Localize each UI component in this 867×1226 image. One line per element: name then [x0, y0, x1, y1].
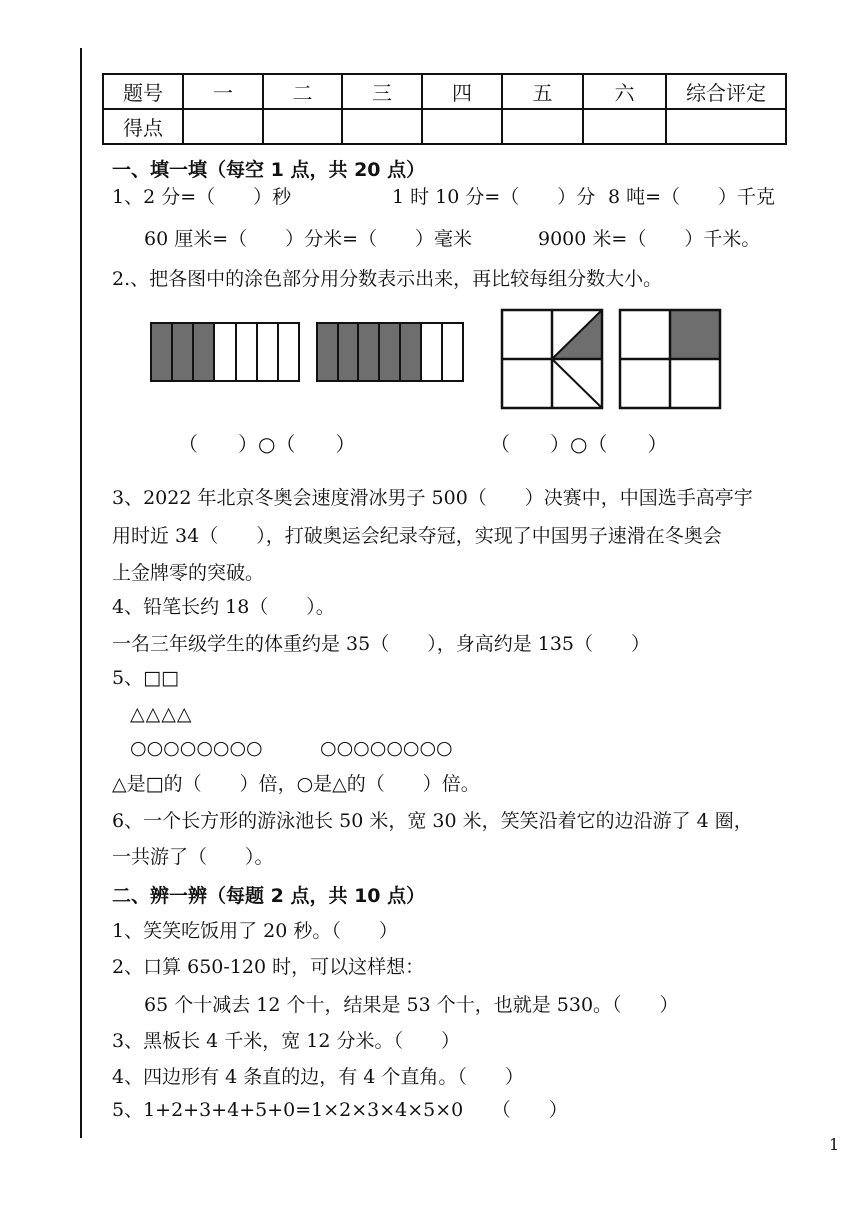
header-cell: 二 — [263, 74, 342, 109]
q5-circles-group-b: ○○○○○○○○ — [320, 737, 453, 759]
score-cell[interactable] — [502, 109, 583, 144]
judge-q1: 1、笑笑吃饭用了 20 秒。（ ） — [112, 920, 398, 942]
q1-item-kilograms: 8 吨=（ ）千克 — [608, 186, 776, 208]
q4-line2: 一名三年级学生的体重约是 35（ ），身高约是 135（ ） — [112, 633, 651, 655]
score-cell[interactable] — [342, 109, 422, 144]
fraction-bar-a — [150, 322, 302, 382]
binding-margin-line — [80, 48, 82, 1138]
q1-item-centimeters: 60 厘米=（ ）分米=（ ）毫米 — [144, 228, 473, 250]
section1-title: 一、填一填（每空 1 点，共 20 点） — [112, 159, 426, 181]
score-table — [102, 73, 787, 145]
score-table-score-row — [103, 109, 786, 144]
header-cell: 六 — [583, 74, 666, 109]
score-cell[interactable] — [263, 109, 342, 144]
q6-line2: 一共游了（ ）。 — [112, 846, 274, 868]
fraction-square-b — [618, 308, 722, 410]
header-cell: 综合评定 — [666, 74, 786, 109]
q5-circles-group-a: ○○○○○○○○ — [130, 737, 263, 759]
q4-line1: 4、铅笔长约 18（ ）。 — [112, 596, 335, 618]
judge-q2-line1: 2、口算 650-120 时，可以这样想： — [112, 956, 425, 978]
header-cell: 一 — [183, 74, 263, 109]
q3-line1: 3、2022 年北京冬奥会速度滑冰男子 500（ ）决赛中，中国选手高亭宇 — [112, 487, 753, 509]
q2-prompt: 2.、把各图中的涂色部分用分数表示出来，再比较每组分数大小。 — [112, 268, 663, 290]
q2-compare-bars: （ ）○（ ） — [178, 432, 356, 456]
judge-q2-line2: 65 个十减去 12 个十，结果是 53 个十，也就是 530。（ ） — [144, 994, 679, 1016]
score-cell[interactable] — [183, 109, 263, 144]
fraction-square-a — [500, 308, 604, 410]
q1-item-seconds: 1、2 分=（ ）秒 — [112, 186, 292, 208]
q3-line3: 上金牌零的突破。 — [112, 562, 265, 584]
judge-q4: 4、四边形有 4 条直的边，有 4 个直角。（ ） — [112, 1066, 524, 1088]
q5-squares-row: 5、□□ — [112, 667, 179, 689]
header-cell: 五 — [502, 74, 583, 109]
judge-q5: 5、1+2+3+4+5+0=1×2×3×4×5×0 （ ） — [112, 1099, 568, 1121]
q3-line2: 用时近 34（ ），打破奥运会纪录夺冠，实现了中国男子速滑在冬奥会 — [112, 525, 722, 547]
score-cell[interactable] — [583, 109, 666, 144]
page-number: 1 — [829, 1135, 840, 1154]
fraction-bar-b — [316, 322, 466, 382]
score-cell[interactable] — [422, 109, 502, 144]
judge-q3: 3、黑板长 4 千米，宽 12 分米。（ ） — [112, 1030, 461, 1052]
header-cell: 题号 — [103, 74, 183, 109]
section2-title: 二、辨一辨（每题 2 点，共 10 点） — [112, 885, 426, 907]
q1-item-kilometers: 9000 米=（ ）千米。 — [538, 228, 761, 250]
q5-answer: △是□的（ ）倍，○是△的（ ）倍。 — [112, 773, 480, 795]
q6-line1: 6、一个长方形的游泳池长 50 米，宽 30 米，笑笑沿着它的边沿游了 4 圈， — [112, 810, 753, 832]
q2-compare-squares: （ ）○（ ） — [490, 432, 668, 456]
header-cell: 三 — [342, 74, 422, 109]
header-cell: 四 — [422, 74, 502, 109]
q5-triangles-row: △△△△ — [130, 703, 193, 725]
score-table-header-row — [103, 74, 786, 109]
row-label-cell: 得点 — [103, 109, 183, 144]
q1-item-minutes: 1 时 10 分=（ ）分 — [392, 186, 596, 208]
score-cell[interactable] — [666, 109, 786, 144]
